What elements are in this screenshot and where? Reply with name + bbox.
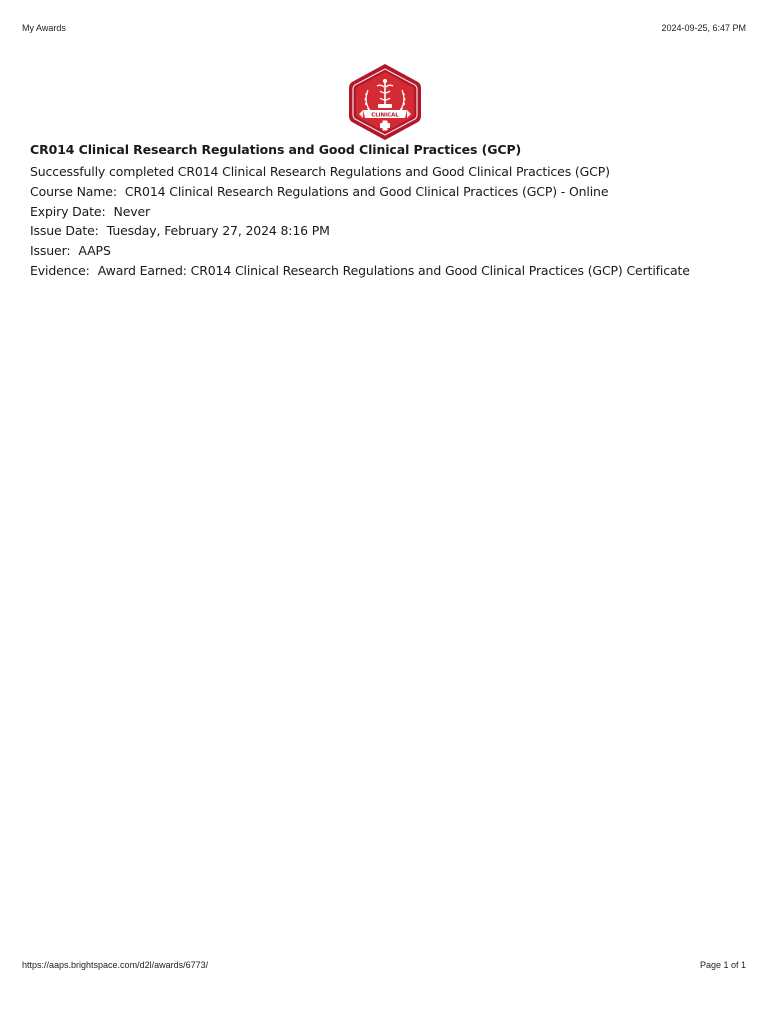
issuer-label: Issuer: bbox=[30, 243, 71, 259]
print-footer bbox=[22, 960, 746, 970]
page-number: Page 1 of 1 bbox=[699, 960, 746, 970]
course-name-label: Course Name: bbox=[30, 183, 117, 199]
award-title: CR014 Clinical Research Regulations and Good Clinical Practices (GCP) bbox=[30, 142, 522, 157]
course-name-value: CR014 Clinical Research Regulations and Good Clinical Practices (GCP) - Online bbox=[124, 183, 609, 199]
course-name-row bbox=[30, 182, 748, 202]
award-description: Successfully completed CR014 Clinical Research Regulations and Good Clinical Practices (GCP) bbox=[30, 164, 610, 179]
issue-date-label: Issue Date: bbox=[30, 223, 99, 239]
evidence-label: Evidence: bbox=[30, 262, 90, 278]
issue-date-row bbox=[30, 221, 748, 241]
evidence-value: Award Earned: CR014 Clinical Research Regulations and Good Clinical Practices (GCP) Certificate bbox=[97, 262, 690, 278]
badge-text: CLINICAL bbox=[371, 112, 399, 119]
issuer-value: AAPS bbox=[78, 243, 111, 259]
print-header bbox=[22, 23, 746, 33]
issue-date-value: Tuesday, February 27, 2024 8:16 PM bbox=[106, 223, 330, 239]
page-url: https://aaps.brightspace.com/d2l/awards/6773/ bbox=[22, 960, 209, 970]
award-badge bbox=[345, 62, 425, 142]
printed-timestamp: 2024-09-25, 6:47 PM bbox=[661, 23, 746, 33]
expiry-date-label: Expiry Date: bbox=[30, 203, 106, 219]
evidence-row bbox=[30, 261, 748, 281]
award-details bbox=[30, 141, 748, 281]
issuer-row bbox=[30, 241, 748, 261]
expiry-date-value: Never bbox=[113, 203, 151, 219]
page-title: My Awards bbox=[22, 23, 66, 33]
clinical-badge-icon bbox=[345, 62, 425, 142]
expiry-date-row bbox=[30, 202, 748, 222]
